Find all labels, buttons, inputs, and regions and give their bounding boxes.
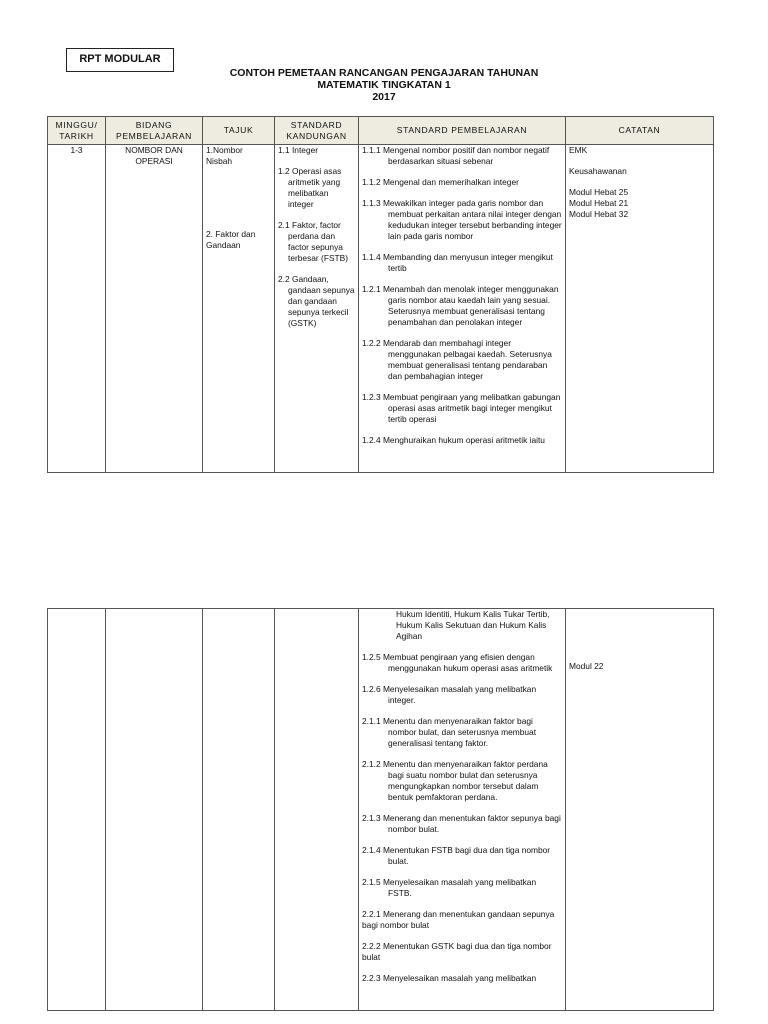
cell-tajuk: [203, 609, 275, 1011]
cell-bidang: NOMBOR DAN OPERASI: [106, 145, 203, 473]
catatan-item: Modul Hebat 25: [569, 187, 629, 197]
tajuk-item: 1.Nombor Nisbah: [206, 145, 243, 166]
pembelajaran-item: 2.2.2 Menentukan GSTK bagi dua dan tiga nombor bulat: [362, 941, 552, 962]
kandungan-item: 2.2 Gandaan, gandaan sepunya dan gandaan sepunya terkecil (GSTK): [278, 274, 355, 328]
cell-kandungan: [275, 609, 359, 1011]
pembelajaran-item: 1.2.4 Menghuraikan hukum operasi aritmetik iaitu: [362, 435, 545, 445]
kandungan-item: 1.2 Operasi asas aritmetik yang melibatkan integer: [278, 166, 342, 209]
pembelajaran-item: 1.2.5 Membuat pengiraan yang efisien dengan menggunakan hukum operasi asas aritmetik: [362, 652, 553, 673]
cell-minggu: 1-3: [48, 145, 106, 473]
pembelajaran-item: 1.1.1 Mengenal nombor positif dan nombor negatif berdasarkan situasi sebenar: [362, 145, 550, 166]
header-minggu: MINGGU/ TARIKH: [48, 117, 106, 145]
catatan-item: Keusahawanan: [569, 166, 627, 176]
header-catatan: CATATAN: [566, 117, 714, 145]
document-year: 2017: [372, 91, 396, 103]
document-label-box: RPT MODULAR: [66, 48, 174, 72]
rpt-table-page-1: [47, 116, 714, 473]
pembelajaran-item: 2.2.1 Menerang dan menentukan gandaan sepunya bagi nombor bulat: [362, 909, 555, 930]
document-title: CONTOH PEMETAAN RANCANGAN PENGAJARAN TAHUNAN: [229, 67, 539, 79]
header-tajuk: TAJUK: [203, 117, 275, 145]
header-kandungan: STANDARD KANDUNGAN: [275, 117, 359, 145]
cell-tajuk: [203, 145, 275, 473]
tajuk-item: 2. Faktor dan Gandaan: [206, 229, 256, 250]
pembelajaran-item: 1.1.3 Mewakilkan integer pada garis nombor dan membuat perkaitan antara nilai integer dengan kedudukan integer tersebut berbanding integer lain pada garis nombor: [362, 198, 562, 241]
cell-bidang: [106, 609, 203, 1011]
header-pembelajaran: STANDARD PEMBELAJARAN: [359, 117, 566, 145]
table-row: [48, 145, 714, 473]
catatan-item: Modul Hebat 21: [569, 198, 629, 208]
pembelajaran-item: 1.2.3 Membuat pengiraan yang melibatkan gabungan operasi asas aritmetik bagi integer mengikut tertib operasi: [362, 392, 561, 424]
cell-kandungan: [275, 145, 359, 473]
header-bidang: BIDANG PEMBELAJARAN: [106, 117, 203, 145]
cell-catatan: [566, 609, 714, 1011]
pembelajaran-continuation: Hukum Identiti, Hukum Kalis Tukar Tertib, Hukum Kalis Sekutuan dan Hukum Kalis Agihan: [396, 609, 550, 641]
pembelajaran-item: 2.1.4 Menentukan FSTB bagi dua dan tiga nombor bulat.: [362, 845, 551, 866]
catatan-item: Modul 22: [569, 661, 604, 671]
catatan-item: EMK: [569, 145, 588, 155]
pembelajaran-item: 2.1.5 Menyelesaikan masalah yang melibatkan FSTB.: [362, 877, 537, 898]
pembelajaran-item: 1.1.4 Membanding dan menyusun integer mengikut tertib: [362, 252, 553, 273]
cell-catatan: [566, 145, 714, 473]
cell-pembelajaran: [359, 609, 566, 1011]
table-row: [48, 609, 714, 1011]
cell-pembelajaran: [359, 145, 566, 473]
pembelajaran-item: 2.1.3 Menerang dan menentukan faktor sepunya bagi nombor bulat.: [362, 813, 561, 834]
pembelajaran-item: 1.2.2 Mendarab dan membahagi integer menggunakan pelbagai kaedah. Seterusnya membuat generalisasi tentang pendaraban dan pembahagian integer: [362, 338, 552, 381]
table-header-row: [48, 117, 714, 145]
pembelajaran-item: 1.2.6 Menyelesaikan masalah yang melibatkan integer.: [362, 684, 537, 705]
rpt-table-page-2: [47, 608, 714, 1011]
kandungan-item: 2.1 Faktor, factor perdana dan factor sepunya terbesar (FSTB): [278, 220, 349, 263]
document-subtitle: MATEMATIK TINGKATAN 1: [317, 79, 451, 91]
pembelajaran-item: 2.1.2 Menentu dan menyenaraikan faktor perdana bagi suatu nombor bulat dan seterusnya mengungkapkan nombor tersebut dalam bentuk pemfaktoran perdana.: [362, 759, 548, 802]
pembelajaran-item: 1.2.1 Menambah dan menolak integer menggunakan garis nombor atau kaedah lain yang sesuai. Seterusnya membuat generalisasi tentang penambahan dan penolakan integer: [362, 284, 559, 327]
kandungan-item: 1.1 Integer: [278, 145, 319, 155]
catatan-item: Modul Hebat 32: [569, 209, 629, 219]
cell-minggu: [48, 609, 106, 1011]
pembelajaran-item: 1.1.2 Mengenal dan memerihalkan integer: [362, 177, 519, 187]
pembelajaran-item: 2.1.1 Menentu dan menyenaraikan faktor bagi nombor bulat, dan seterusnya membuat generalisasi tentang faktor.: [362, 716, 537, 748]
pembelajaran-item: 2.2.3 Menyelesaikan masalah yang melibatkan: [362, 973, 537, 983]
